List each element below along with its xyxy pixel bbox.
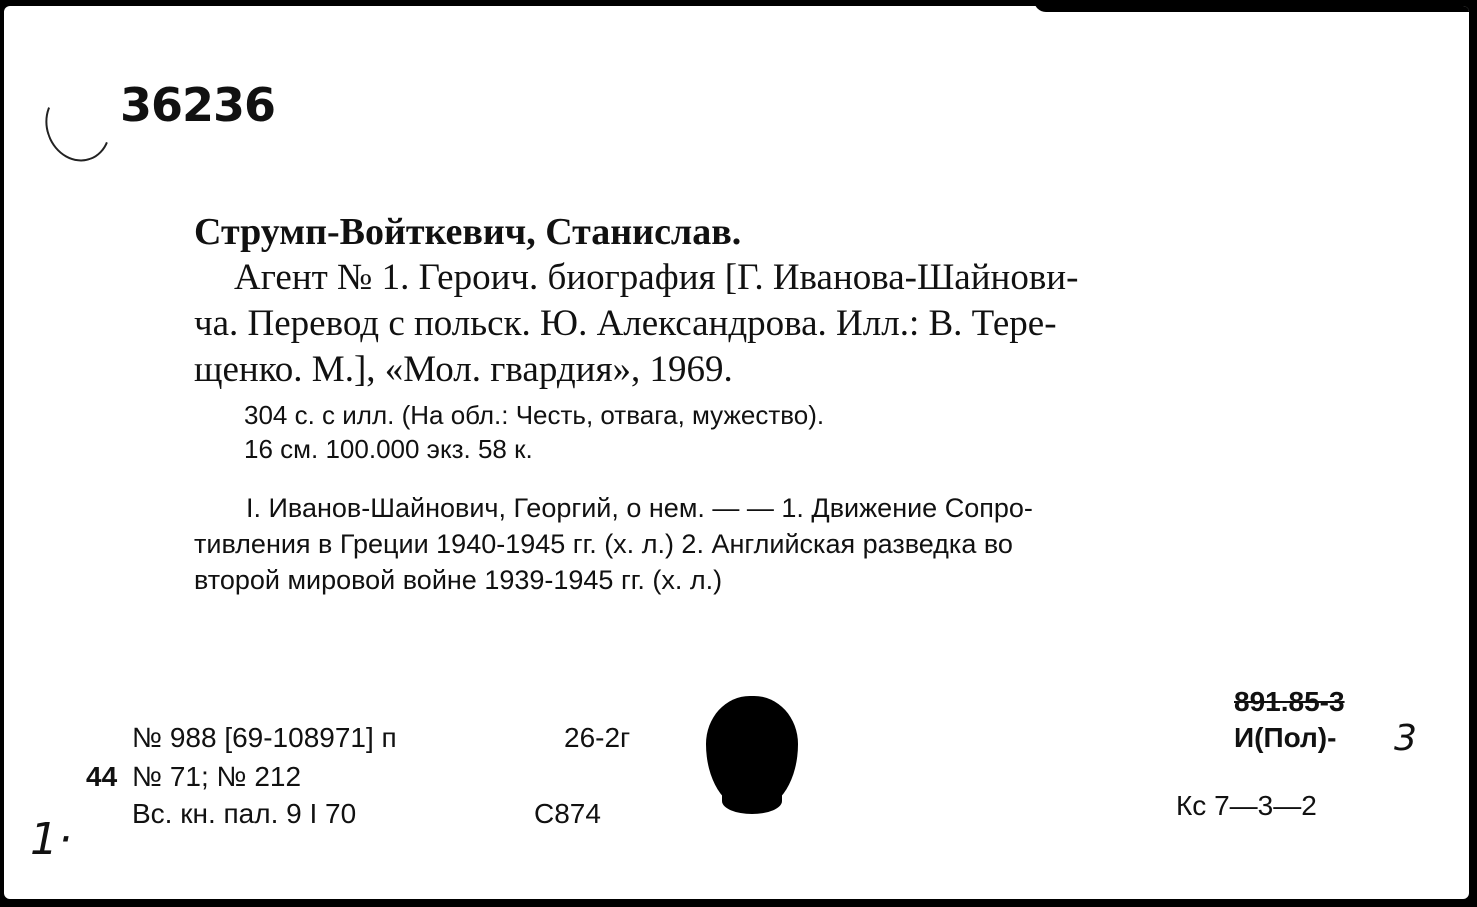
count-prefix: 44 xyxy=(86,761,118,792)
old-classification-code: 891.85-3 xyxy=(1234,686,1345,717)
card-edge-shadow xyxy=(1034,6,1469,12)
physical-description xyxy=(244,398,824,466)
title-line: щенко. М.], «Мол. гвардия», 1969. xyxy=(194,349,733,390)
catalog-card xyxy=(4,6,1469,899)
physical-line: 304 с. с илл. (На обл.: Честь, отвага, мужество). xyxy=(244,400,825,430)
count-line: № 71; № 212 xyxy=(132,761,302,792)
handwritten-classification-suffix: 3 xyxy=(1394,718,1417,759)
registry-code: С874 xyxy=(534,798,601,829)
registry-line: Вс. кн. пал. 9 I 70 xyxy=(132,798,357,829)
circle-stamp xyxy=(35,79,120,170)
subject-headings xyxy=(194,490,1374,598)
inventory-number: 36236 xyxy=(120,78,276,132)
classification-code: И(Пол)- xyxy=(1234,722,1337,753)
subject-line: второй мировой войне 1939-1945 гг. (х. л.) xyxy=(194,565,723,595)
order-code: 26-2г xyxy=(564,722,631,753)
subject-line: тивления в Греции 1940-1945 гг. (х. л.) 2. Английская разведка во xyxy=(194,529,1013,559)
order-line: № 988 [69-108971] п xyxy=(132,722,397,753)
shelf-mark: Кс 7—3—2 xyxy=(1176,790,1317,821)
ink-blot-tail xyxy=(722,788,782,814)
title-line: ча. Перевод с польск. Ю. Александрова. Илл.: В. Тере- xyxy=(194,303,1057,344)
title-description xyxy=(194,255,1374,393)
physical-line: 16 см. 100.000 экз. 58 к. xyxy=(244,434,533,464)
author-heading: Струмп-Войткевич, Станислав. xyxy=(194,211,742,253)
subject-line: I. Иванов-Шайнович, Георгий, о нем. — — 1. Движение Сопро- xyxy=(246,493,1033,523)
title-line: Агент № 1. Героич. биография [Г. Иванова-Шайнови- xyxy=(234,257,1079,298)
handwritten-note: 1· xyxy=(30,814,72,865)
